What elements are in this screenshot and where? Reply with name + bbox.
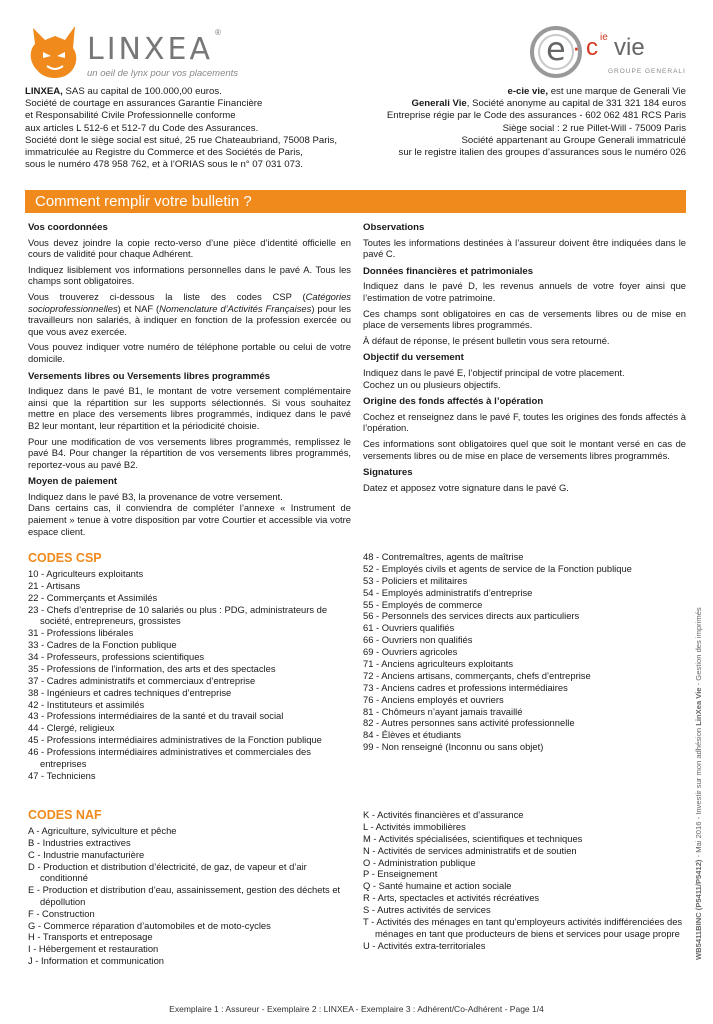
code-item: 54 - Employés administratifs d’entreprise <box>363 586 533 598</box>
naf-italic: Nomenclature d’Activités Françaises <box>159 302 312 314</box>
code-item: R - Arts, spectacles et activités récréatives <box>363 892 540 904</box>
header-left-line: Société dont le siège social est situé, 25 rue Chateaubriand, 75008 Paris, <box>25 134 337 146</box>
code-item: G - Commerce réparation d’automobiles et de moto-cycles <box>28 919 271 931</box>
text-part: ) pour les travailleurs non salariés, à indiquer en fonction de la profession exercée ou que vous avez exercée. <box>28 302 351 337</box>
code-item: 99 - Non renseigné (Inconnu ou sans objet) <box>363 741 544 753</box>
naf-codes-left <box>28 808 350 967</box>
code-item: 31 - Professions libérales <box>28 627 134 639</box>
linxea-capital: SAS au capital de 100.000,00 euros. <box>62 86 222 97</box>
header-right-line: Siège social : 2 rue Pillet-Will - 75009 Paris <box>502 122 686 134</box>
csp-title: CODES CSP <box>28 551 102 565</box>
code-item: 48 - Contremaîtres, agents de maîtrise <box>363 551 524 562</box>
coordonnees-text: Indiquez lisiblement vos informations personnelles dans le pavé A. Tous les champs sont obligatoires. <box>28 263 351 287</box>
csp-codes-left <box>28 551 350 781</box>
code-item: T - Activités des ménages en tant qu’employeurs activités indifférenciées des ménages en tant que producteurs de biens et services pour usage propre <box>363 916 683 939</box>
instructions-right-column <box>363 222 686 497</box>
ecie-dot: · <box>572 32 581 62</box>
csp-left-list <box>28 568 350 781</box>
code-item: 72 - Anciens artisans, commerçants, chefs d’entreprise <box>363 669 591 681</box>
code-item: C - Industrie manufacturière <box>28 848 145 860</box>
banner-title: Comment remplir votre bulletin ? <box>35 193 252 210</box>
text-part: Vous trouverez ci-dessous la liste des codes CSP ( <box>28 290 306 302</box>
objectif-text: Cochez un ou plusieurs objectifs. <box>363 378 501 390</box>
code-item: 55 - Employés de commerce <box>363 598 483 610</box>
instructions-left-column <box>28 222 351 541</box>
ecie-vie-logo <box>528 24 688 84</box>
code-item: 23 - Chefs d’entreprise de 10 salariés ou plus : PDG, administrateurs de société, entrepreneurs, grossistes <box>28 603 328 627</box>
versements-text: Pour une modification de vos versements libres programmés, remplissez le pavé B4. Pour changer la répartition de vos versements libres programmés, reportez-vous au pavé B2. <box>28 435 351 470</box>
code-item: S - Autres activités de services <box>363 904 491 916</box>
generali-name: Generali Vie <box>411 98 467 110</box>
header-left-line: sous le numéro 478 958 762, et à l’ORIAS sous le n° 07 031 073. <box>25 159 303 171</box>
signatures-heading: Signatures <box>363 467 413 479</box>
code-item: 81 - Chômeurs n’ayant jamais travaillé <box>363 705 523 717</box>
code-item: 61 - Ouvriers qualifiés <box>363 622 455 634</box>
code-item: 53 - Policiers et militaires <box>363 574 468 586</box>
ecie-e: e <box>546 30 566 68</box>
ecie-name: e-cie vie, <box>507 86 549 97</box>
versements-text: Indiquez dans le pavé B1, le montant de votre versement complémentaire ainsi que la répartition sur les supports sélectionnés. Si vous souhaitez mettre en place des versements libres programmés, indiquez dans le pavé B2 leur montant, leur répartition et la périodicité choisie. <box>28 385 351 431</box>
code-item: O - Administration publique <box>363 856 476 868</box>
form-reference: WB5411BINC (P5411/P5412) <box>694 859 703 960</box>
financial-text: À défaut de réponse, le présent bulletin vous sera retourné. <box>363 334 610 346</box>
vertical-reference <box>694 607 703 960</box>
code-item: 22 - Commerçants et Assimilés <box>28 591 158 603</box>
text-part: ) et NAF ( <box>117 302 160 314</box>
code-item: 84 - Élèves et étudiants <box>363 729 461 741</box>
header-left-line: et Responsabilité Civile Professionnelle conforme <box>25 110 236 122</box>
coordonnees-text: Vous devez joindre la copie recto-verso d’une pièce d’identité officielle en cours de validité pour chaque Adhérent. <box>28 236 351 260</box>
csp-right-list <box>363 551 685 753</box>
paiement-heading: Moyen de paiement <box>28 476 118 488</box>
code-item: D - Production et distribution d’électricité, de gaz, de vapeur et d’air conditionné <box>28 860 307 884</box>
code-item: P - Enseignement <box>363 868 438 880</box>
naf-right-list <box>363 809 685 951</box>
observations-text: Toutes les informations destinées à l’assureur doivent être indiquées dans le pavé C. <box>363 236 686 260</box>
code-item: K - Activités financières et d’assurance <box>363 809 524 820</box>
form-date: - Mai 2016 - Investir sur mon adhésion <box>694 725 703 860</box>
code-item: 69 - Ouvriers agricoles <box>363 646 458 658</box>
ecie-c: c <box>586 34 598 61</box>
code-item: 34 - Professeurs, professions scientifiques <box>28 650 205 662</box>
origine-heading: Origine des fonds affectés à l’opération <box>363 396 544 408</box>
observations-heading: Observations <box>363 222 425 233</box>
code-item: B - Industries extractives <box>28 836 131 848</box>
header-right-line: Entreprise régie par le Code des assurances - 602 062 481 RCS Paris <box>386 110 686 122</box>
csp-italic: Catégories socioprofessionnelles <box>28 290 351 314</box>
code-item: 21 - Artisans <box>28 579 81 591</box>
ecie-ie: ie <box>600 32 608 43</box>
objectif-heading: Objectif du versement <box>363 352 464 364</box>
origine-text: Cochez et renseignez dans le pavé F, toutes les origines des fonds affectés à l’opération. <box>363 410 686 434</box>
header-left-line: immatriculée au Registre du Commerce et des Sociétés de Paris, <box>25 147 303 159</box>
code-item: F - Construction <box>28 907 95 919</box>
csp-codes-right <box>363 551 685 753</box>
code-item: A - Agriculture, sylviculture et pêche <box>28 825 177 836</box>
code-item: 47 - Techniciens <box>28 769 96 781</box>
code-item: 71 - Anciens agriculteurs exploitants <box>363 658 514 670</box>
financial-text: Indiquez dans le pavé D, les revenus annuels de votre foyer ainsi que l’estimation de votre patrimoine. <box>363 280 686 303</box>
code-item: H - Transports et entreposage <box>28 931 153 943</box>
financial-text: Ces champs sont obligatoires en cas de versements libres ou de mise en place de versements libres programmés. <box>363 307 686 331</box>
linxea-name: LINXEA, <box>25 86 63 97</box>
registered-mark: ® <box>215 28 221 37</box>
paiement-text: Indiquez dans le pavé B3, la provenance de votre versement. <box>28 490 283 502</box>
code-item: U - Activités extra-territoriales <box>363 939 486 951</box>
linxea-logo <box>25 22 275 82</box>
code-item: L - Activités immobilières <box>363 820 466 832</box>
code-item: E - Production et distribution d’eau, assainissement, gestion des déchets et dépollution <box>28 884 341 907</box>
code-item: 82 - Autres personnes sans activité professionnelle <box>363 717 575 729</box>
code-item: J - Information et communication <box>28 955 164 967</box>
code-item: 43 - Professions intermédiaires de la santé et du travail social <box>28 710 284 722</box>
code-item: 37 - Cadres administratifs et commerciaux d’entreprise <box>28 674 256 686</box>
coordonnees-text: Vous pouvez indiquer votre numéro de téléphone portable ou celui de votre domicile. <box>28 341 351 364</box>
code-item: 44 - Clergé, religieux <box>28 722 115 734</box>
linxea-legal-info <box>25 86 365 171</box>
form-management: - Gestion des imprimés <box>694 607 703 688</box>
ecie-vie: vie <box>614 34 645 61</box>
code-item: 45 - Professions intermédiaires administratives de la Fonction publique <box>28 734 322 746</box>
versements-heading: Versements libres ou Versements libres programmés <box>28 370 271 382</box>
header-right-line: Société appartenant au Groupe Generali immatriculé <box>461 134 686 146</box>
coordonnees-text <box>28 291 351 337</box>
code-item: 38 - Ingénieurs et cadres techniques d’entreprise <box>28 686 232 698</box>
code-item: M - Activités spécialisées, scientifiques et techniques <box>363 832 583 844</box>
code-item: Q - Santé humaine et action sociale <box>363 880 512 892</box>
origine-text: Ces informations sont obligatoires quel que soit le montant versé en cas de versements libres ou de mise en place de versements libres programmés. <box>363 437 686 461</box>
coordonnees-heading: Vos coordonnées <box>28 222 108 233</box>
lynx-head-icon <box>25 22 83 80</box>
naf-title: CODES NAF <box>28 808 102 822</box>
naf-left-list <box>28 825 350 967</box>
code-item: 10 - Agriculteurs exploitants <box>28 568 144 579</box>
header-right-line: sur le registre italien des groupes d’assurances sous le numéro 026 <box>398 147 686 159</box>
product-name: LinXea Vie <box>694 687 703 726</box>
code-item: 46 - Professions intermédiaires administratives et commerciales des entreprises <box>28 746 311 769</box>
code-item: 52 - Employés civils et agents de service de la Fonction publique <box>363 562 632 574</box>
header-left-line: aux articles L 512-6 et 512-7 du Code des Assurances. <box>25 122 259 134</box>
linxea-wordmark: LINXEA <box>87 32 214 67</box>
groupe-generali: GROUPE GENERALI <box>608 68 686 75</box>
code-item: I - Hébergement et restauration <box>28 943 159 955</box>
header-left-line: Société de courtage en assurances Garantie Financière <box>25 98 263 110</box>
code-item: 56 - Personnels des services directs aux particuliers <box>363 610 580 622</box>
generali-legal-info <box>340 86 686 159</box>
ecie-brand-line: est une marque de Generali Vie <box>548 86 686 97</box>
page-footer: Exemplaire 1 : Assureur - Exemplaire 2 : LINXEA - Exemplaire 3 : Adhérent/Co-Adhérent - Page 1/4 <box>169 1004 544 1014</box>
linxea-tagline: un oeil de lynx pour vos placements <box>87 68 239 79</box>
code-item: N - Activités de services administratifs et de soutien <box>363 844 577 856</box>
section-banner <box>25 190 686 213</box>
financial-heading: Données financières et patrimoniales <box>363 265 534 277</box>
paiement-text: Dans certains cas, il conviendra de compléter l’annexe « Instrument de paiement » tenue à votre disposition par votre Courtier et accessible via votre espace client. <box>28 502 351 537</box>
code-item: 76 - Anciens employés et ouvriers <box>363 693 504 705</box>
signatures-text: Datez et apposez votre signature dans le pavé G. <box>363 481 569 493</box>
code-item: 66 - Ouvriers non qualifiés <box>363 634 473 646</box>
objectif-text: Indiquez dans le pavé E, l’objectif principal de votre placement. <box>363 366 625 378</box>
code-item: 33 - Cadres de la Fonction publique <box>28 639 177 651</box>
generali-capital: , Société anonyme au capital de 331 321 184 euros <box>466 98 686 110</box>
naf-codes-right <box>363 809 685 951</box>
code-item: 42 - Instituteurs et assimilés <box>28 698 145 710</box>
code-item: 73 - Anciens cadres et professions intermédiaires <box>363 681 568 693</box>
code-item: 35 - Professions de l’information, des arts et des spectacles <box>28 662 276 674</box>
